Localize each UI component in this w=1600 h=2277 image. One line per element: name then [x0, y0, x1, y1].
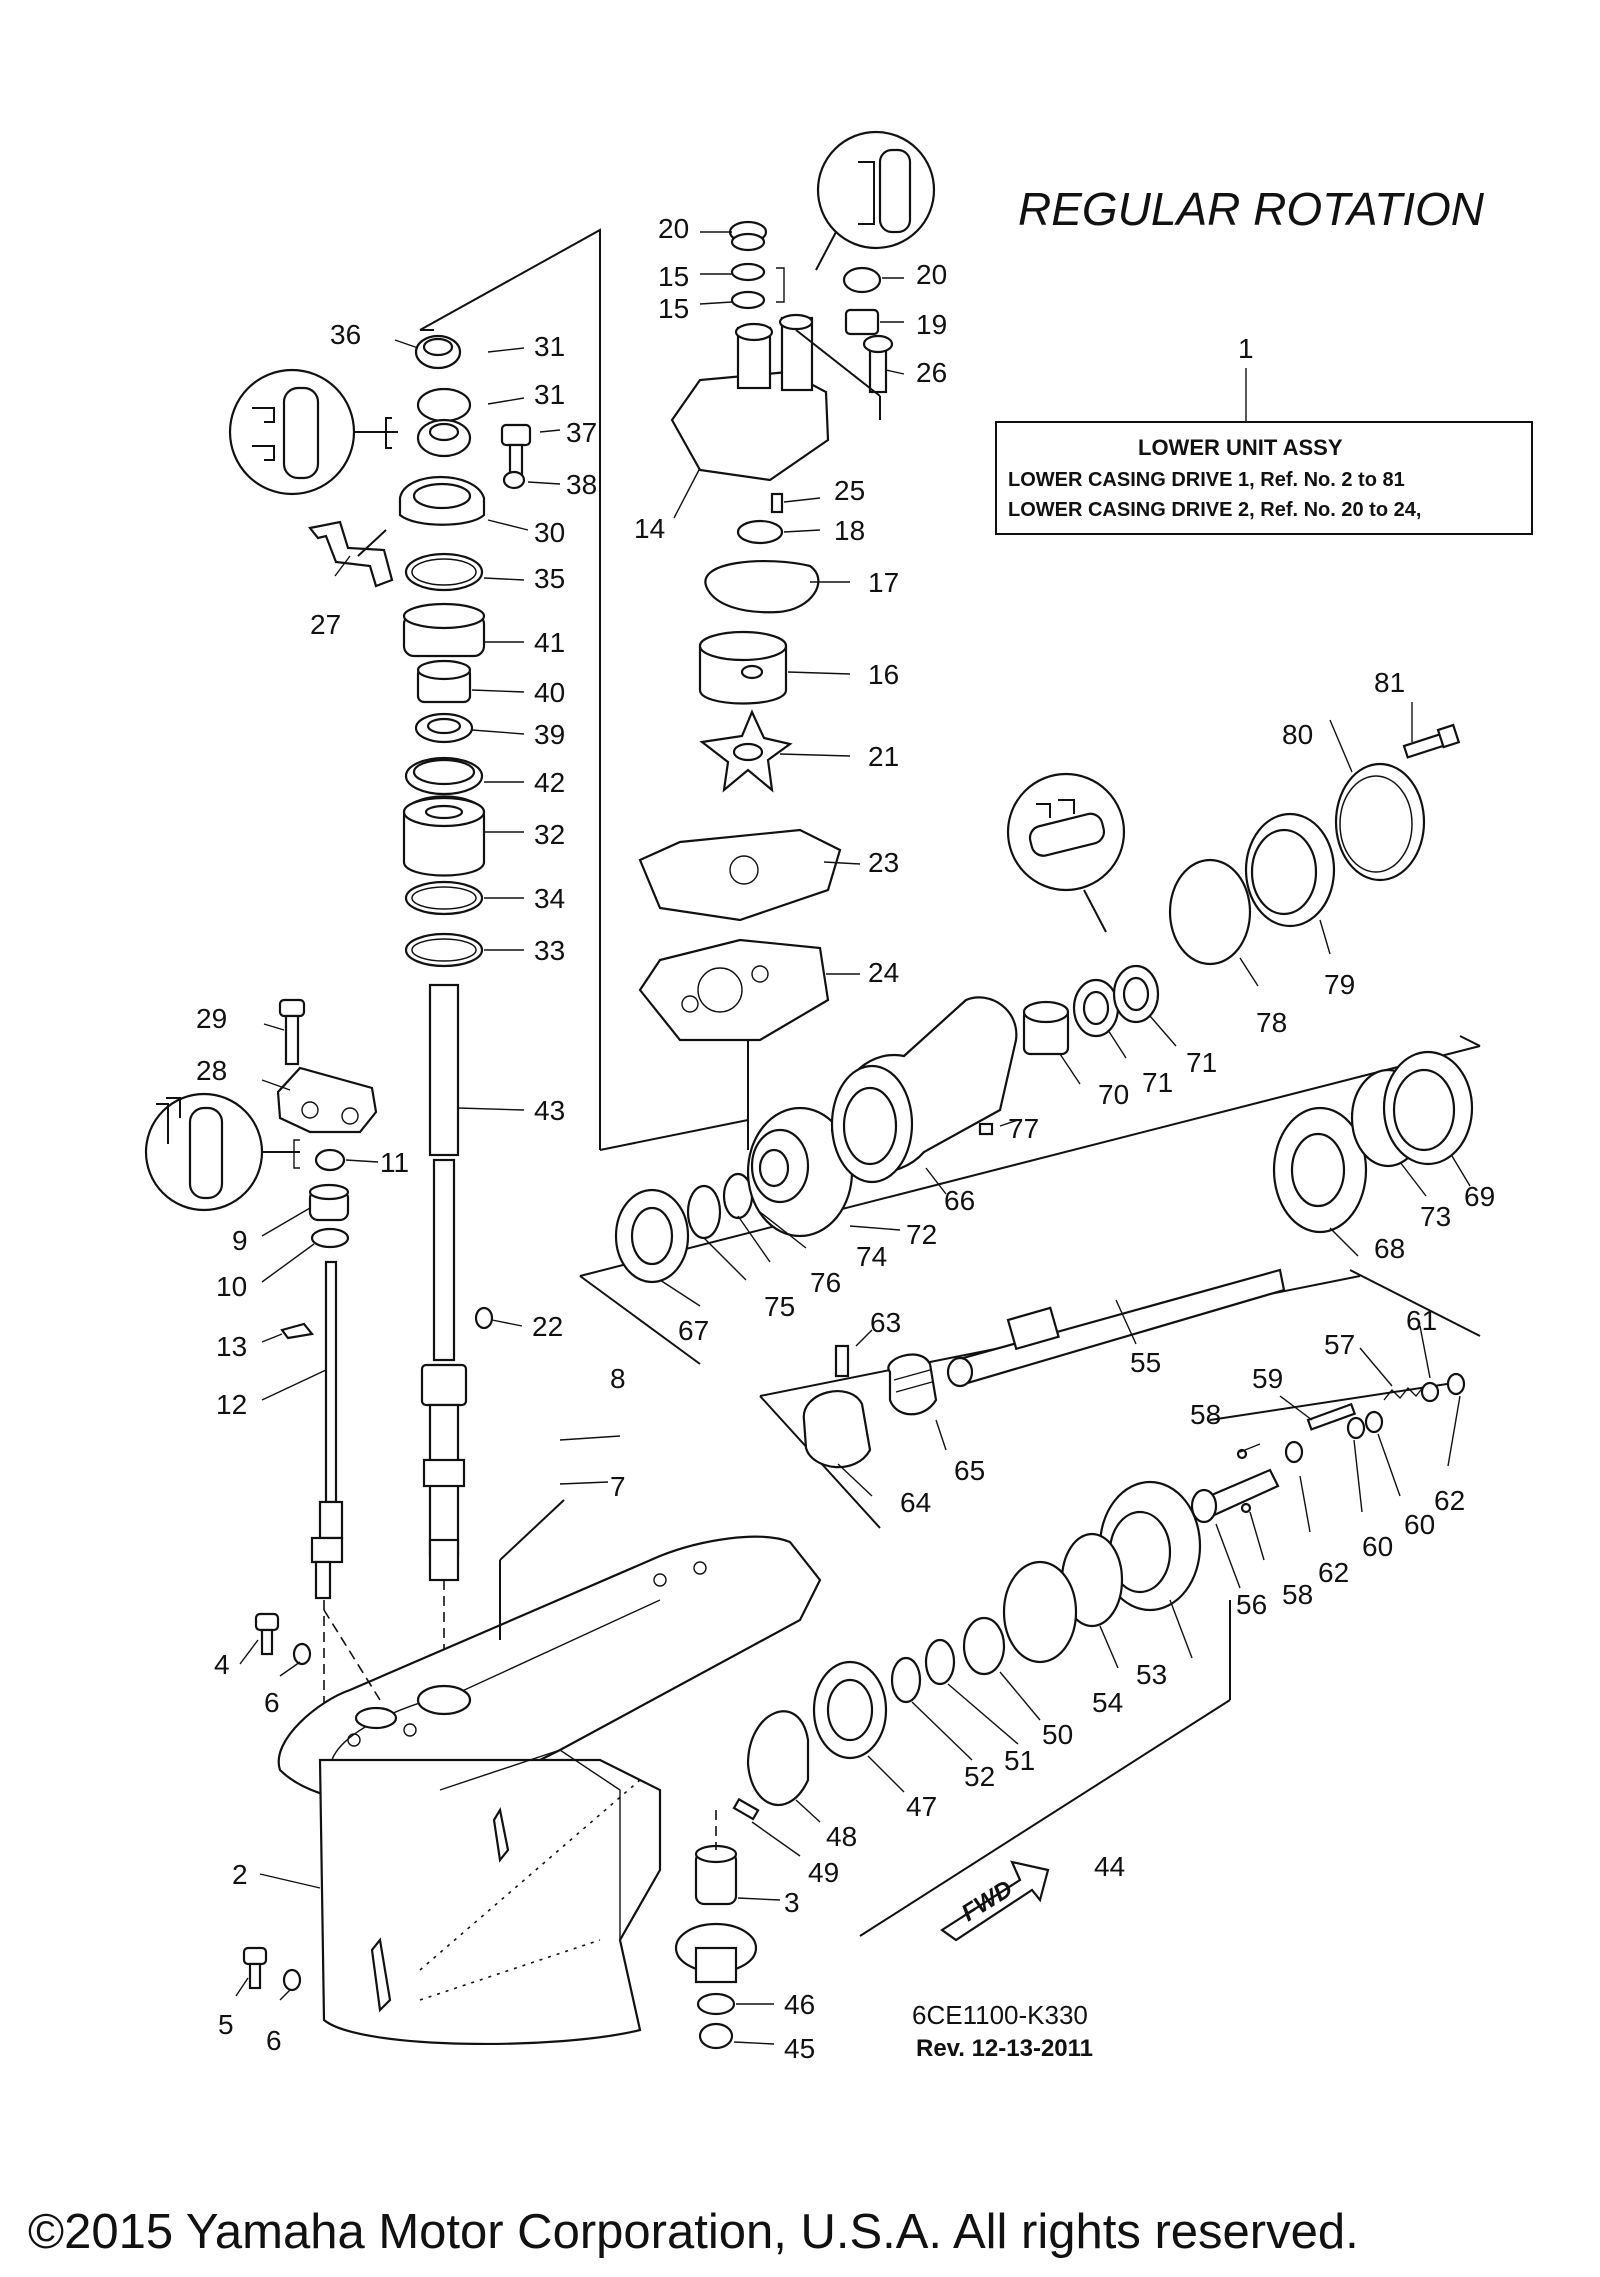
- part-label-21: 21: [868, 741, 900, 772]
- seal-detail-circle-right: [1008, 774, 1124, 932]
- part-label-15b: 15: [658, 293, 690, 324]
- part-label-12: 12: [216, 1389, 248, 1420]
- fwd-label: FWD: [956, 1875, 1018, 1928]
- assembly-line-2: LOWER CASING DRIVE 2, Ref. No. 20 to 24,: [1008, 499, 1422, 521]
- part-label-31b: 31: [534, 379, 566, 410]
- part-label-63: 63: [870, 1307, 902, 1338]
- part-label-40: 40: [534, 677, 566, 708]
- part-label-50: 50: [1042, 1719, 1074, 1750]
- part-label-65: 65: [954, 1455, 986, 1486]
- casing-bolts: [244, 1614, 310, 1990]
- part-label-41: 41: [534, 627, 566, 658]
- part-label-20b: 20: [916, 259, 948, 290]
- part-label-15a: 15: [658, 261, 690, 292]
- part-label-53: 53: [1136, 1659, 1168, 1690]
- part-label-64: 64: [900, 1487, 932, 1518]
- part-label-27: 27: [310, 609, 342, 640]
- part-label-36: 36: [330, 319, 362, 350]
- water-pump-group: [600, 222, 892, 1150]
- drive-shaft-group: [400, 230, 600, 1720]
- part-label-71b: 71: [1186, 1047, 1218, 1078]
- part-label-8: 8: [610, 1363, 626, 1394]
- part-label-59: 59: [1252, 1363, 1284, 1394]
- part-label-35: 35: [534, 563, 566, 594]
- part-label-62a: 62: [1318, 1557, 1350, 1588]
- assembly-line-1: LOWER CASING DRIVE 1, Ref. No. 2 to 81: [1008, 469, 1405, 491]
- part-label-28: 28: [196, 1055, 228, 1086]
- part-label-69: 69: [1464, 1181, 1496, 1212]
- part-label-47: 47: [906, 1791, 938, 1822]
- part-label-51: 51: [1004, 1745, 1036, 1776]
- part-label-49: 49: [808, 1857, 840, 1888]
- part-label-44: 44: [1094, 1851, 1126, 1882]
- part-label-68: 68: [1374, 1233, 1406, 1264]
- part-label-62b: 62: [1434, 1485, 1466, 1516]
- part-label-6a: 6: [264, 1687, 280, 1718]
- part-label-20a: 20: [658, 213, 690, 244]
- part-label-80: 80: [1282, 719, 1314, 750]
- part-label-54: 54: [1092, 1687, 1124, 1718]
- copyright-notice: ©2015 Yamaha Motor Corporation, U.S.A. All rights reserved.: [28, 2205, 1359, 2259]
- part-label-22: 22: [532, 1311, 564, 1342]
- assembly-info-box: [996, 333, 1532, 534]
- part-label-58b: 58: [1282, 1579, 1314, 1610]
- part-label-52: 52: [964, 1761, 996, 1792]
- assembly-ref-number: 1: [1238, 333, 1254, 364]
- part-label-6b: 6: [266, 2025, 282, 2056]
- part-label-25: 25: [834, 475, 866, 506]
- part-label-61: 61: [1406, 1305, 1438, 1336]
- seal-detail-circle-upper: [230, 370, 398, 494]
- part-label-76: 76: [810, 1267, 842, 1298]
- diagram-title: REGULAR ROTATION: [1018, 183, 1484, 235]
- part-label-56: 56: [1236, 1589, 1268, 1620]
- part-label-43: 43: [534, 1095, 566, 1126]
- diagram-revision: Rev. 12-13-2011: [916, 2035, 1094, 2062]
- part-label-73: 73: [1420, 1201, 1452, 1232]
- shift-rod-group: [278, 1000, 376, 1720]
- part-label-48: 48: [826, 1821, 858, 1852]
- part-label-67: 67: [678, 1315, 710, 1346]
- part-label-11: 11: [380, 1147, 410, 1178]
- part-label-29: 29: [196, 1003, 228, 1034]
- part-label-23: 23: [868, 847, 900, 878]
- part-label-58a: 58: [1190, 1399, 1222, 1430]
- part-label-3: 3: [784, 1887, 800, 1918]
- part-label-70: 70: [1098, 1079, 1130, 1110]
- part-label-7: 7: [610, 1471, 626, 1502]
- part-label-34: 34: [534, 883, 566, 914]
- seal-detail-circle-lower: [146, 1094, 300, 1210]
- assembly-heading: LOWER UNIT ASSY: [1138, 435, 1343, 460]
- bracket-27: [310, 522, 392, 586]
- part-label-5: 5: [218, 2009, 234, 2040]
- part-label-30: 30: [534, 517, 566, 548]
- part-label-57: 57: [1324, 1329, 1356, 1360]
- part-label-71a: 71: [1142, 1067, 1174, 1098]
- part-label-74: 74: [856, 1241, 888, 1272]
- part-label-10: 10: [216, 1271, 248, 1302]
- seal-detail-circle-top: [816, 132, 934, 270]
- part-label-39: 39: [534, 719, 566, 750]
- part-label-17: 17: [868, 567, 900, 598]
- part-label-46: 46: [784, 1989, 816, 2020]
- bolt-37-washer-38: [502, 425, 530, 488]
- part-label-75: 75: [764, 1291, 796, 1322]
- part-label-9: 9: [232, 1225, 248, 1256]
- part-label-42: 42: [534, 767, 566, 798]
- shift-plunger-group: [1192, 1374, 1464, 1522]
- part-label-60a: 60: [1362, 1531, 1394, 1562]
- part-label-77: 77: [1008, 1113, 1040, 1144]
- part-label-13: 13: [216, 1331, 248, 1362]
- part-label-78: 78: [1256, 1007, 1288, 1038]
- part-label-18: 18: [834, 515, 866, 546]
- part-label-72: 72: [906, 1219, 938, 1250]
- part-label-31a: 31: [534, 331, 566, 362]
- part-label-16: 16: [868, 659, 900, 690]
- part-label-81: 81: [1374, 667, 1406, 698]
- part-label-37: 37: [566, 417, 598, 448]
- part-label-19: 19: [916, 309, 948, 340]
- part-label-26: 26: [916, 357, 948, 388]
- part-label-79: 79: [1324, 969, 1356, 1000]
- diagram-code: 6CE1100-K330: [912, 2000, 1088, 2030]
- part-label-60b: 60: [1404, 1509, 1436, 1540]
- part-label-2: 2: [232, 1859, 248, 1890]
- part-label-14: 14: [634, 513, 666, 544]
- part-label-66: 66: [944, 1185, 976, 1216]
- part-label-38: 38: [566, 469, 598, 500]
- part-label-33: 33: [534, 935, 566, 966]
- part-label-32: 32: [534, 819, 566, 850]
- part-label-4: 4: [214, 1649, 230, 1680]
- part-label-55: 55: [1130, 1347, 1162, 1378]
- part-label-45: 45: [784, 2033, 816, 2064]
- part-label-24: 24: [868, 957, 900, 988]
